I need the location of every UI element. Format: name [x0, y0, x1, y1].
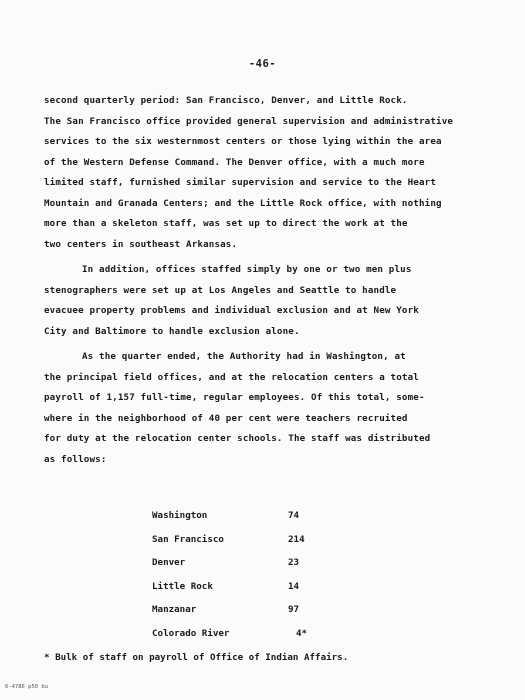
text-line: as follows: [44, 453, 107, 465]
text-line: The San Francisco office provided general supervision and administrative [44, 115, 454, 127]
paragraph [44, 347, 484, 470]
text-line: stenographers were set up at Los Angeles and Seattle to handle [44, 284, 397, 296]
text-line: of the Western Defense Command. The Denver office, with a much more [44, 156, 425, 168]
table-row [152, 504, 346, 528]
location-cell: San Francisco [152, 533, 224, 545]
text-line: two centers in southeast Arkansas. [44, 238, 238, 250]
staff-distribution-table [152, 504, 346, 646]
table-row [152, 528, 346, 552]
text-line: limited staff, furnished similar supervision and service to the Heart [44, 177, 437, 188]
count-cell: 214 [288, 533, 305, 545]
table-row [152, 575, 346, 599]
text-line: for duty at the relocation center schools. The staff was distributed [44, 433, 431, 444]
location-cell: Little Rock [152, 580, 213, 592]
text-line: evacuee property problems and individual exclusion and at New York [44, 305, 419, 316]
text-line: services to the six westernmost centers or those lying within the area [44, 136, 442, 147]
count-cell: 14 [288, 580, 300, 592]
text-line: more than a skeleton staff, was set up to direct the work at the [44, 218, 408, 229]
text-line: In addition, offices staffed simply by one or two men plus [82, 264, 412, 275]
paragraph [44, 260, 484, 342]
table-row [152, 551, 346, 575]
count-cell: 74 [288, 510, 300, 521]
text-line: the principal field offices, and at the relocation centers a total [44, 371, 419, 383]
count-cell: 97 [288, 604, 300, 616]
paragraph [44, 91, 484, 255]
text-line: City and Baltimore to handle exclusion alone. [44, 325, 300, 337]
table-row [152, 598, 346, 622]
location-cell: Denver [152, 557, 186, 569]
count-cell: 23 [288, 557, 300, 569]
page-number: -46- [248, 58, 277, 70]
location-cell: Manzanar [152, 604, 197, 616]
print-mark: 6-4786 p50 bu [5, 684, 49, 690]
text-line: where in the neighborhood of 40 per cent were teachers recruited [44, 412, 408, 424]
text-line: payroll of 1,157 full-time, regular employees. Of this total, some- [44, 392, 425, 403]
count-cell: 4* [296, 627, 308, 639]
text-line: Mountain and Granada Centers; and the Little Rock office, with nothing [44, 197, 442, 209]
text-line: second quarterly period: San Francisco, Denver, and Little Rock. [44, 95, 408, 106]
location-cell: Colorado River [152, 627, 230, 639]
body-text [44, 91, 484, 470]
table-row [152, 622, 346, 646]
footnote: * Bulk of staff on payroll of Office of Indian Affairs. [44, 652, 349, 663]
location-cell: Washington [152, 510, 208, 521]
text-line: As the quarter ended, the Authority had in Washington, at [82, 351, 406, 362]
